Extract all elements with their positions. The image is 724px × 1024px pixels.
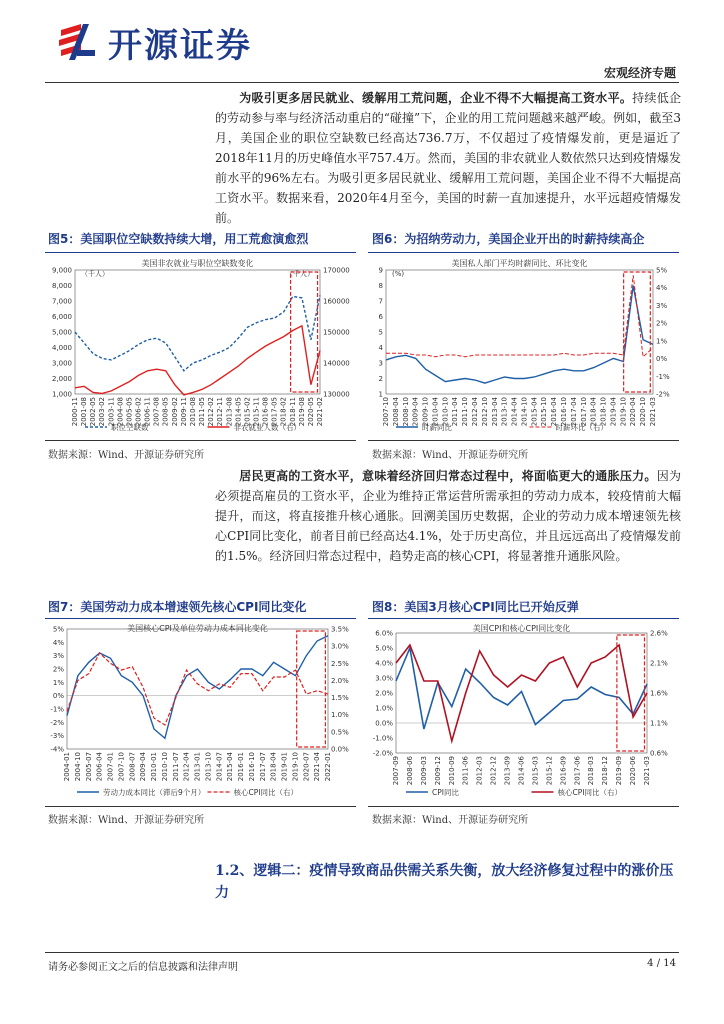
- x-tick-label: 2020-07: [302, 752, 311, 782]
- series-line-2: [386, 275, 653, 357]
- y-left-tick: 4,000: [51, 344, 72, 352]
- y-left-tick: 7: [378, 297, 383, 306]
- x-tick-label: 2014-05: [234, 397, 243, 427]
- x-tick-label: 2015-04: [226, 752, 235, 782]
- x-tick-label: 2010-08: [188, 397, 197, 427]
- y-right-tick: 0%: [656, 355, 668, 364]
- x-tick-label: 2018-04: [589, 397, 598, 427]
- paragraph-1-bold: 为吸引更多居民就业、缓解用工荒问题，企业不得不大幅提高工资水平。: [239, 91, 633, 105]
- x-tick-label: 2010-01: [150, 752, 158, 782]
- y-left-tick: 5,000: [51, 328, 72, 337]
- legend-label: 核心CPI同比（右）: [557, 788, 622, 797]
- x-tick-label: 2010-10: [441, 397, 450, 427]
- y-left-tick: 4%: [52, 638, 64, 647]
- fig6-bottom-rule: [368, 440, 679, 441]
- x-tick-label: 2015-10: [540, 397, 549, 427]
- x-tick-label: 2006-04: [95, 752, 104, 782]
- y-left-tick: 2: [378, 375, 383, 383]
- y-left-tick: -2.0%: [372, 749, 393, 758]
- y-left-tick: 0.0%: [375, 719, 393, 728]
- x-tick-label: 2008-04: [391, 397, 400, 427]
- y-left-tick: 6: [378, 313, 383, 321]
- chart-title: 美国核心CPI及单位劳动力成本同比变化: [127, 624, 268, 633]
- section-subheading: 1.2、逻辑二：疫情导致商品供需关系失衡，放大经济修复过程中的涨价压力: [215, 863, 674, 901]
- fig7-source: 数据来源：Wind、开源证券研究所: [48, 815, 205, 826]
- chart-title: 美国非农就业与职位空缺数变化: [141, 259, 254, 268]
- y-right-tick: 2.6%: [650, 629, 668, 638]
- y-right-tick: 1.5%: [331, 694, 349, 703]
- x-tick-label: 2006-11: [143, 397, 152, 427]
- y-left-tick: -2%: [50, 718, 64, 727]
- x-tick-label: 2021-03: [643, 756, 651, 786]
- x-tick-label: 2007-08: [152, 397, 161, 427]
- y-left-tick: 7,000: [51, 297, 72, 306]
- y-left-tick: 5%: [52, 625, 64, 634]
- y-left-tick: -1%: [50, 705, 64, 714]
- paragraph-1: [215, 88, 681, 228]
- y-left-tick: 3,000: [51, 359, 72, 368]
- fig8-top-rule: [368, 618, 679, 619]
- x-tick-label: 2018-12: [601, 756, 610, 786]
- x-tick-label: 2013-10: [500, 397, 509, 427]
- y-right-tick: 1.0%: [331, 711, 349, 720]
- fig5-title: 图5：美国职位空缺数持续大增，用工荒愈演愈烈: [48, 232, 309, 246]
- x-tick-label: 2004-01: [63, 752, 71, 782]
- y-left-tick: 3%: [52, 652, 64, 661]
- y-left-tick: 2.0%: [375, 689, 393, 698]
- y-right-tick: 160000: [323, 297, 350, 306]
- x-tick-label: 2012-10: [480, 397, 489, 427]
- y-right-tick: 150000: [323, 328, 350, 337]
- x-tick-label: 2018-11: [288, 397, 297, 427]
- fig5-chart: [45, 256, 360, 438]
- x-tick-label: 2000-11: [71, 397, 79, 427]
- x-tick-label: 2012-11: [216, 397, 225, 427]
- x-tick-label: 2014-04: [510, 397, 519, 427]
- y-left-tick: -1.0%: [372, 734, 393, 743]
- x-tick-label: 2016-04: [550, 397, 559, 427]
- x-tick-label: 2019-10: [619, 397, 628, 427]
- x-tick-label: 2019-10: [291, 752, 300, 782]
- x-tick-label: 2021-03: [649, 397, 657, 427]
- x-tick-label: 2009-12: [433, 756, 442, 786]
- x-tick-label: 2019-08: [297, 397, 306, 427]
- header-rule: [45, 82, 679, 83]
- x-tick-label: 2009-04: [139, 752, 148, 782]
- x-tick-label: 2005-05: [125, 397, 134, 427]
- legend-label: 职位空缺数: [111, 423, 149, 432]
- series-line-1: [75, 295, 320, 371]
- x-tick-label: 2014-07: [215, 752, 224, 782]
- y-right-tick: 1.6%: [650, 689, 668, 698]
- x-tick-label: 2004-10: [73, 752, 82, 782]
- x-tick-label: 2019-04: [609, 397, 618, 427]
- x-tick-label: 2020-04: [629, 397, 638, 427]
- x-tick-label: 2016-01: [237, 752, 245, 782]
- x-tick-label: 2022-01: [324, 752, 332, 782]
- x-tick-label: 2020-06: [629, 756, 638, 786]
- y-left-tick: 2,000: [51, 375, 72, 383]
- section-tag: 宏观经济专题: [603, 66, 676, 80]
- fig5-bottom-rule: [45, 440, 356, 441]
- y-left-tick: 4.0%: [375, 659, 393, 668]
- x-tick-label: 2007-10: [382, 397, 390, 427]
- fig7-top-rule: [45, 618, 356, 619]
- series-line-1: [386, 286, 653, 384]
- fig6-title: 图6：为招纳劳动力，美国企业开出的时薪持续高企: [372, 232, 645, 246]
- x-tick-label: 2020-05: [306, 397, 315, 427]
- paragraph-2-text: 因为必须提高雇员的工资水平，企业为维持正常运营所需承担的劳动力成本，较疫情前大幅提升，而这，将直接推升核心通胀。回溯美国历史数据，企业的劳动力成本增速领先核心CPI同比变化，前者目前已经高达4.1%，处于历史高位，并且远远高出了疫情爆发前的1.5%。经济回归常态过程中，趋势走高的核心CPI，将显著推升通胀风险。: [215, 469, 681, 563]
- y-right-tick: 3.5%: [331, 625, 349, 634]
- x-tick-label: 2021-04: [313, 752, 322, 782]
- y-right-tick: -1%: [656, 372, 670, 381]
- x-tick-label: 2008-06: [405, 756, 414, 786]
- x-tick-label: 2006-02: [134, 397, 143, 427]
- y-right-tick: 2.5%: [331, 659, 349, 668]
- y-left-tick: 1: [378, 390, 383, 399]
- x-tick-label: 2010-04: [431, 397, 440, 427]
- x-tick-label: 2015-04: [530, 397, 539, 427]
- x-tick-label: 2004-08: [116, 397, 125, 427]
- x-tick-label: 2013-04: [490, 397, 499, 427]
- x-tick-label: 2016-09: [559, 756, 568, 786]
- series-line-1: [396, 648, 647, 729]
- x-tick-label: 2011-10: [461, 397, 470, 427]
- fig7-title: 图7：美国劳动力成本增速领先核心CPI同比变化: [48, 600, 307, 614]
- x-tick-label: 2015-11: [252, 397, 261, 427]
- y-left-tick: 5: [378, 328, 383, 337]
- y-left-tick: 9: [378, 266, 383, 275]
- x-tick-label: 2010-10: [160, 752, 169, 782]
- legend-label: 核心CPI同比（右）: [233, 788, 298, 797]
- x-tick-label: 2019-01: [280, 752, 289, 782]
- y-left-tick: 1%: [52, 678, 64, 687]
- series-line-2: [67, 653, 328, 725]
- x-tick-label: 2020-10: [639, 397, 648, 427]
- x-tick-label: 2013-01: [193, 752, 202, 782]
- x-tick-label: 2017-07: [258, 752, 267, 782]
- chart-title: 美国CPI和核心CPI同比变化: [472, 624, 571, 633]
- y-right-tick: 1%: [656, 337, 668, 346]
- x-tick-label: 2021-02: [316, 397, 324, 427]
- x-tick-label: 2007-01: [106, 752, 115, 782]
- y-right-tick: -2%: [656, 390, 670, 399]
- y-left-tick: 5.0%: [375, 644, 393, 653]
- x-tick-label: 2009-04: [411, 397, 420, 427]
- y-right-tick: 2.1%: [650, 659, 668, 668]
- left-unit-label: (%): [392, 270, 405, 278]
- y-right-tick: 0.5%: [331, 728, 349, 737]
- logo-text: 开源证券: [108, 26, 252, 66]
- legend-label: 非农就业人数（右）: [233, 423, 301, 432]
- y-right-tick: 0.0%: [331, 745, 349, 754]
- x-tick-label: 2018-04: [269, 752, 278, 782]
- x-tick-label: 2008-05: [161, 397, 170, 427]
- y-left-tick: 2%: [52, 665, 64, 674]
- x-tick-label: 2017-05: [270, 397, 279, 427]
- x-tick-label: 2018-03: [587, 756, 596, 786]
- x-tick-label: 2016-08: [261, 397, 270, 427]
- fig6-chart: [368, 256, 683, 438]
- x-tick-label: 2018-10: [599, 397, 608, 427]
- x-tick-label: 2019-09: [615, 756, 624, 786]
- y-right-tick: 2.0%: [331, 676, 349, 685]
- x-tick-label: 2011-04: [451, 397, 460, 427]
- fig5-source: 数据来源：Wind、开源证券研究所: [48, 450, 205, 461]
- x-tick-label: 2015-12: [545, 756, 554, 786]
- fig6-source: 数据来源：Wind、开源证券研究所: [372, 450, 529, 461]
- left-unit-label: （千人）: [81, 270, 109, 278]
- y-left-tick: 8: [378, 282, 383, 290]
- x-tick-label: 2009-03: [419, 756, 428, 786]
- logo-icon: [55, 20, 99, 64]
- x-tick-label: 2015-02: [243, 397, 252, 427]
- x-tick-label: 2012-03: [475, 756, 484, 786]
- legend-label: 劳动力成本同比（滞后9个月）: [103, 788, 206, 797]
- x-tick-label: 2012-02: [207, 397, 216, 427]
- plot-area: [67, 629, 328, 749]
- x-tick-label: 2003-11: [107, 397, 116, 427]
- y-left-tick: -4%: [50, 745, 64, 754]
- fig8-chart: [368, 621, 683, 803]
- x-tick-label: 2014-06: [517, 756, 526, 786]
- paragraph-2-bold: 居民更高的工资水平，意味着经济回归常态过程中，将面临更大的通胀压力。: [239, 469, 657, 483]
- x-tick-label: 2017-04: [569, 397, 578, 427]
- x-tick-label: 2016-10: [560, 397, 568, 427]
- y-left-tick: 1,000: [51, 390, 72, 399]
- x-tick-label: 2009-10: [421, 397, 430, 427]
- right-unit-label: （千人）: [286, 270, 314, 278]
- y-right-tick: 3.0%: [331, 642, 349, 651]
- x-tick-label: 2002-05: [89, 397, 98, 427]
- x-tick-label: 2011-05: [198, 397, 207, 427]
- x-tick-label: 2013-09: [503, 756, 512, 786]
- x-tick-label: 2013-10: [204, 752, 213, 782]
- x-tick-label: 2012-04: [182, 752, 191, 782]
- fig7-bottom-rule: [45, 806, 356, 807]
- y-right-tick: 140000: [323, 359, 350, 368]
- y-right-tick: 170000: [323, 266, 350, 275]
- y-right-tick: 3%: [656, 301, 668, 310]
- legend-label: 时薪同比: [422, 423, 452, 432]
- x-tick-label: 2008-07: [128, 752, 137, 782]
- y-left-tick: 9,000: [51, 266, 72, 275]
- y-right-tick: 2%: [656, 319, 668, 328]
- y-right-tick: 1.1%: [650, 719, 668, 728]
- fig6-top-rule: [368, 252, 679, 253]
- x-tick-label: 2012-04: [471, 397, 479, 427]
- x-tick-label: 2007-09: [392, 756, 400, 786]
- x-tick-label: 2009-02: [170, 397, 179, 427]
- x-tick-label: 2017-06: [573, 756, 582, 786]
- fig5-top-rule: [45, 252, 356, 253]
- x-tick-label: 2013-08: [225, 397, 234, 427]
- fig8-bottom-rule: [368, 806, 679, 807]
- footer-disclaimer: 请务必参阅正文之后的信息披露和法律声明: [48, 962, 238, 973]
- x-tick-label: 2008-10: [401, 397, 410, 427]
- x-tick-label: 2003-02: [98, 397, 107, 427]
- x-tick-label: 2018-02: [279, 397, 288, 427]
- y-right-tick: 0.6%: [650, 749, 668, 758]
- fig8-title: 图8：美国3月核心CPI同比已开始反弹: [372, 600, 579, 614]
- x-tick-label: 2015-03: [531, 756, 540, 786]
- y-left-tick: 6,000: [51, 313, 72, 321]
- fig7-chart: [45, 621, 360, 803]
- series-line-1: [67, 636, 328, 739]
- legend-label: CPI同比: [432, 788, 459, 797]
- x-tick-label: 2016-10: [247, 752, 256, 782]
- legend-label: 时薪环比（右）: [555, 423, 608, 432]
- x-tick-label: 2012-12: [489, 756, 498, 786]
- y-right-tick: 5%: [656, 266, 668, 275]
- x-tick-label: 2011-06: [461, 756, 470, 786]
- y-left-tick: 3: [378, 359, 383, 368]
- y-left-tick: 0%: [52, 692, 64, 701]
- footer-rule: [45, 952, 679, 953]
- y-left-tick: 6.0%: [375, 629, 393, 638]
- x-tick-label: 2001-08: [80, 397, 89, 427]
- x-tick-label: 2014-10: [520, 397, 529, 427]
- y-left-tick: 4: [378, 344, 383, 352]
- x-tick-label: 2011-07: [171, 752, 180, 782]
- x-tick-label: 2017-10: [579, 397, 588, 427]
- fig8-source: 数据来源：Wind、开源证券研究所: [372, 815, 529, 826]
- chart-title: 美国私人部门平均时薪同比、环比变化: [451, 259, 588, 268]
- y-right-tick: 130000: [323, 390, 350, 399]
- paragraph-2: [215, 466, 681, 566]
- page-number: 4 / 14: [647, 958, 676, 969]
- y-left-tick: -3%: [50, 732, 64, 741]
- x-tick-label: 2007-10: [117, 752, 126, 782]
- y-left-tick: 8,000: [51, 282, 72, 290]
- y-right-tick: 4%: [656, 284, 668, 293]
- plot-area: [386, 270, 653, 394]
- x-tick-label: 2009-11: [179, 397, 188, 427]
- y-left-tick: 1.0%: [375, 704, 393, 713]
- x-tick-label: 2010-09: [447, 756, 456, 786]
- plot-area: [75, 270, 320, 394]
- x-tick-label: 2005-07: [84, 752, 93, 782]
- paragraph-1-text: 持续低企的劳动参与率与经济活动重启的“碰撞”下，企业的用工荒问题越来越严峻。例如，截至3月，美国企业的职位空缺数已经高达736.7万，不仅超过了疫情爆发前，更是逼近了2018年11月的历史峰值水平757.4万。然而，美国的非农就业人数依然只达到疫情爆发前水平的96%左右。为吸引更多居民就业、缓解用工荒问题，美国企业不得不大幅提高工资水平。数据来看，2020年4月至今，美国的时薪一直加速提升，水平远超疫情爆发前。: [215, 91, 681, 225]
- y-left-tick: 3.0%: [375, 674, 393, 683]
